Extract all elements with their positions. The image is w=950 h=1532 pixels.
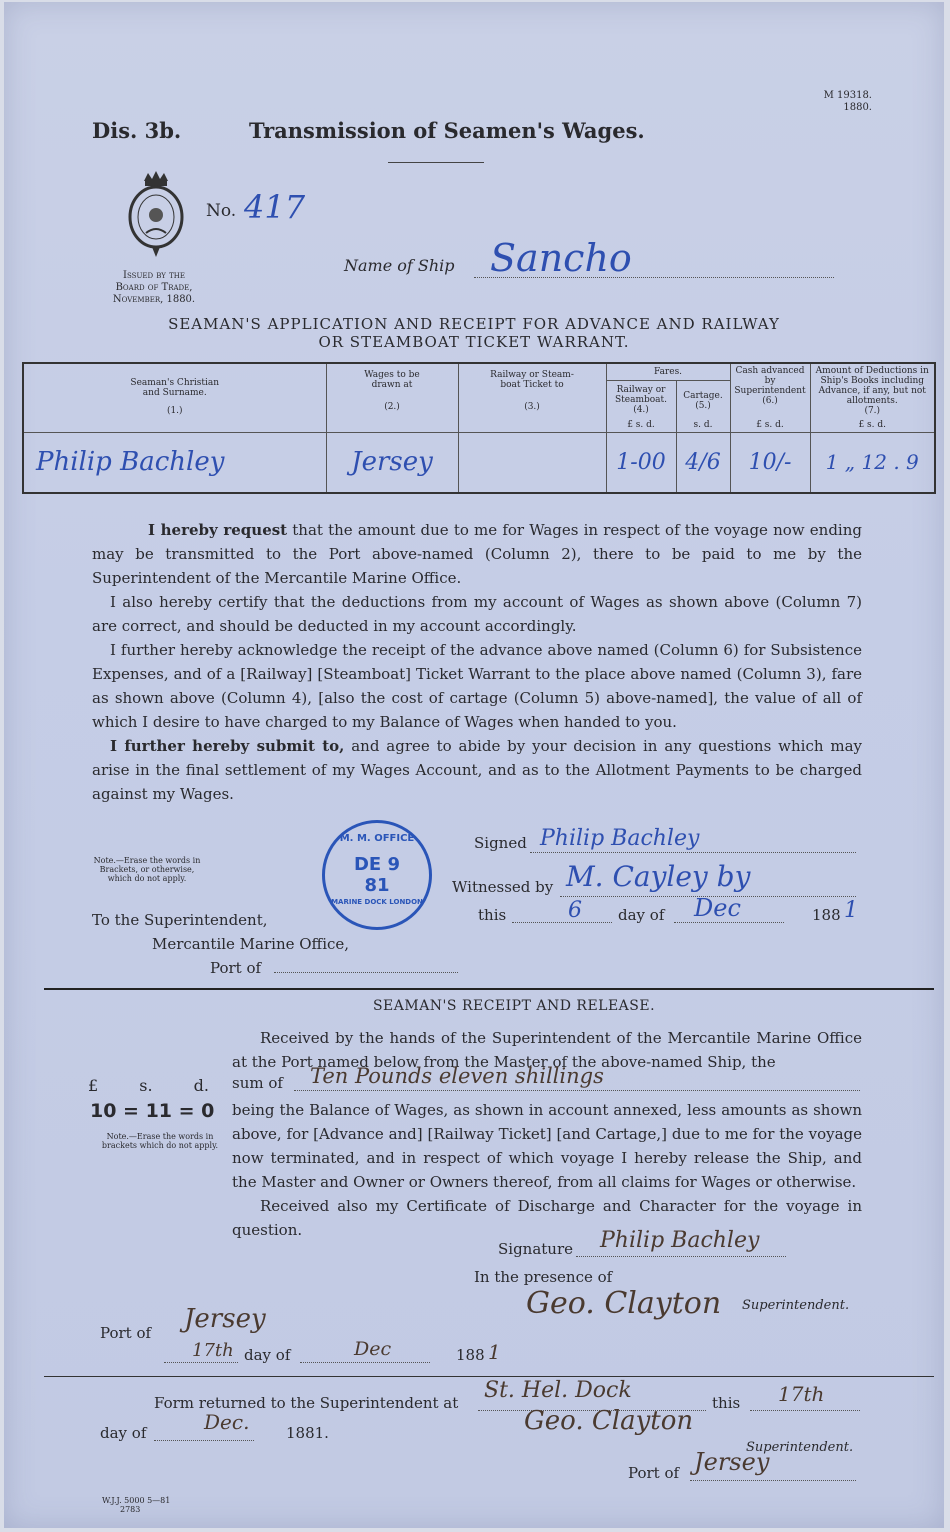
lsd-pounds: £ bbox=[88, 1076, 99, 1095]
issued-line-3: November, 1880. bbox=[112, 294, 196, 305]
form-reference-number: M 19318. bbox=[823, 90, 872, 101]
receipt-month: Dec bbox=[354, 1338, 392, 1360]
application-text bbox=[92, 518, 862, 806]
sum-value: Ten Pounds eleven shillings bbox=[310, 1064, 604, 1088]
col4-num: (4.) bbox=[633, 404, 649, 415]
col7-units: £ s. d. bbox=[810, 418, 934, 432]
this-day-value: 6 bbox=[568, 898, 582, 923]
year-prefix: 188 bbox=[812, 906, 841, 924]
issued-line-2: Board of Trade, bbox=[115, 282, 193, 293]
col2-header bbox=[326, 364, 458, 418]
returned-port-label: Port of bbox=[628, 1464, 680, 1482]
month-line bbox=[674, 922, 784, 923]
lsd-header bbox=[88, 1076, 218, 1095]
paragraph-2: I also hereby certify that the deductions from my account of Wages as shown above (Column 7) are correct, and should be deducted in my account accordingly. bbox=[92, 593, 862, 635]
returned-day-line bbox=[750, 1410, 860, 1411]
lsd-pence: d. bbox=[193, 1076, 209, 1095]
paragraph-4-body: and agree to abide by your decision in any questions which may arise in the final settlement of my Wages Account, and as to the Allotment Payments to be charged against my Wages. bbox=[92, 737, 862, 803]
deductions: 1 „ 12 . 9 bbox=[810, 432, 934, 492]
receipt-month-line bbox=[300, 1362, 430, 1363]
col1-header bbox=[24, 364, 326, 418]
stamp-side: MARINE DOCK LONDON bbox=[331, 898, 423, 906]
section-heading bbox=[64, 315, 884, 351]
returned-month-line bbox=[154, 1440, 254, 1441]
col3-header bbox=[458, 364, 606, 418]
presence-signature: Geo. Clayton bbox=[526, 1286, 722, 1321]
wages-table bbox=[22, 362, 936, 494]
returned-year: 1881. bbox=[286, 1424, 329, 1442]
receipt-p1-cont: being the Balance of Wages, as shown in account annexed, less amounts as shown above, for [Advance and] [Railway Ticket] [and Cartage,] due to me for the voyage now terminated, and in respect of which voyage I hereby release the Ship, and the Master and Owner or Owners thereof, from all claims for Wages or otherwise. bbox=[232, 1101, 862, 1191]
col4-header bbox=[606, 380, 676, 418]
form-reference-year: 1880. bbox=[843, 102, 872, 113]
cash-advanced: 10/- bbox=[730, 432, 810, 492]
returned-place: St. Hel. Dock bbox=[484, 1378, 632, 1403]
col6-label: Cash advanced by Superintendent bbox=[734, 366, 806, 396]
col7-num: (7.) bbox=[864, 406, 881, 416]
col6-num: (6.) bbox=[762, 396, 778, 406]
address-port-line bbox=[274, 972, 458, 973]
col7-header bbox=[810, 364, 934, 418]
cartage: 4/6 bbox=[676, 432, 730, 492]
stamp-top: M. M. OFFICE bbox=[339, 833, 415, 844]
receipt-erase-note: Note.—Erase the words in brackets which do not apply. bbox=[101, 1132, 219, 1150]
col5-units: s. d. bbox=[676, 418, 730, 432]
col1-num: (1.) bbox=[166, 406, 183, 416]
ship-label: Name of Ship bbox=[344, 256, 455, 275]
issued-by bbox=[84, 270, 224, 306]
erase-note: Note.—Erase the words in Brackets, or otherwise, which do not apply. bbox=[93, 856, 201, 883]
section-divider-2 bbox=[44, 1376, 934, 1377]
col2-label: Wages to be drawn at bbox=[364, 370, 420, 390]
paragraph-3: I further hereby acknowledge the receipt of the advance above named (Column 6) for Subsistence Expenses, and of a [Railway] [Steamboat] Ticket Warrant to the place above named (Column 3), fare as shown above (Column 4), [also the cost of cartage (Column 5) above-named], the value of all of which I desire to have charged to my Balance of Wages when handed to you. bbox=[92, 641, 862, 731]
presence-label: In the presence of bbox=[474, 1268, 613, 1286]
railway-fare: 1-00 bbox=[606, 432, 676, 492]
paragraph-1 bbox=[92, 518, 862, 590]
this-label: this bbox=[478, 906, 507, 924]
ticket-to bbox=[458, 432, 606, 492]
receipt-p1: Received by the hands of the Superintendent of the Mercantile Marine Office at the Port named below from the Master of the above-named Ship, the bbox=[232, 1029, 862, 1071]
returned-this: this bbox=[712, 1394, 741, 1412]
signed-value: Philip Bachley bbox=[540, 826, 700, 851]
col6-header bbox=[730, 364, 810, 418]
superintendent-address bbox=[92, 908, 349, 980]
col1-label: Seaman's Christian and Surname. bbox=[130, 378, 220, 398]
receipt-date-day: 17th bbox=[192, 1340, 234, 1361]
printer-mark bbox=[102, 1496, 170, 1514]
returned-port-value: Jersey bbox=[694, 1448, 770, 1476]
heading-line-1: SEAMAN'S APPLICATION AND RECEIPT FOR ADVANCE AND RAILWAY bbox=[168, 315, 780, 333]
form-reference bbox=[810, 90, 872, 114]
signature-label: Signature bbox=[498, 1240, 574, 1258]
witnessed-value: M. Cayley by bbox=[566, 860, 751, 893]
title-rule bbox=[388, 162, 484, 163]
this-month-value: Dec bbox=[694, 894, 741, 922]
receipt-day-of: day of bbox=[244, 1346, 291, 1364]
returned-day: 17th bbox=[778, 1382, 825, 1406]
returned-text: Form returned to the Superintendent at bbox=[154, 1394, 459, 1412]
lsd-shillings: s. bbox=[139, 1076, 153, 1095]
paragraph-1-lead: I hereby request bbox=[148, 521, 288, 539]
heading-line-2: OR STEAMBOAT TICKET WARRANT. bbox=[318, 333, 630, 351]
signed-line bbox=[530, 852, 856, 853]
presence-superintendent: Superintendent. bbox=[742, 1298, 850, 1313]
section-divider bbox=[44, 988, 934, 990]
seaman-name: Philip Bachley bbox=[36, 447, 225, 478]
sum-label: sum of bbox=[232, 1074, 283, 1092]
printer-line-2: 2783 bbox=[120, 1505, 141, 1514]
returned-signature: Geo. Clayton bbox=[524, 1406, 694, 1436]
witnessed-label: Witnessed by bbox=[452, 878, 554, 896]
address-to: To the Superintendent, bbox=[92, 911, 268, 929]
col5-label: Cartage. bbox=[683, 390, 723, 401]
form-code: Dis. 3b. bbox=[92, 118, 182, 143]
receipt-paragraph-cont bbox=[232, 1098, 862, 1242]
issued-line-1: Issued by the bbox=[123, 270, 185, 281]
col5-num: (5.) bbox=[695, 400, 711, 411]
returned-port-line bbox=[690, 1480, 856, 1481]
day-of-label: day of bbox=[618, 906, 665, 924]
royal-crest-icon bbox=[116, 167, 196, 259]
day-line bbox=[512, 922, 612, 923]
col6-units: £ s. d. bbox=[730, 418, 810, 432]
col4-label: Railway or Steamboat. bbox=[614, 384, 668, 405]
fares-header: Fares. bbox=[606, 364, 730, 380]
col3-label: Railway or Steam-boat Ticket to bbox=[490, 370, 574, 390]
wages-drawn-at: Jersey bbox=[326, 432, 458, 492]
receipt-heading: SEAMAN'S RECEIPT AND RELEASE. bbox=[372, 998, 656, 1014]
sum-line bbox=[294, 1090, 860, 1091]
col4-units: £ s. d. bbox=[606, 418, 676, 432]
col3-num: (3.) bbox=[524, 402, 540, 412]
receipt-year-prefix: 188 bbox=[456, 1346, 485, 1364]
returned-month: Dec. bbox=[204, 1410, 250, 1434]
receipt-p2: Received also my Certificate of Discharge and Character for the voyage in question. bbox=[232, 1197, 862, 1239]
paragraph-4 bbox=[92, 734, 862, 806]
col5-header bbox=[676, 380, 730, 418]
signature-value: Philip Bachley bbox=[600, 1228, 760, 1253]
receipt-day-line bbox=[164, 1362, 238, 1363]
year-suffix: 1 bbox=[844, 898, 858, 923]
number-label: No. bbox=[206, 201, 237, 221]
signature-line bbox=[576, 1256, 786, 1257]
lsd-value: 10 = 11 = 0 bbox=[90, 1100, 215, 1122]
returned-superintendent: Superintendent. bbox=[746, 1440, 854, 1455]
paragraph-4-lead: I further hereby submit to, bbox=[110, 737, 345, 755]
col2-num: (2.) bbox=[384, 402, 400, 412]
table-row bbox=[24, 432, 934, 492]
page-title: Transmission of Seamen's Wages. bbox=[249, 118, 645, 143]
returned-day-of: day of bbox=[100, 1424, 147, 1442]
ship-value: Sancho bbox=[490, 236, 632, 280]
stamp-year: 81 bbox=[364, 875, 390, 896]
address-office: Mercantile Marine Office, bbox=[152, 935, 350, 953]
paragraph-1-body: that the amount due to me for Wages in respect of the voyage now ending may be transmitted to the Port above-named (Column 2), there to be paid to me by the Superintendent of the Mercantile Marine Office. bbox=[92, 521, 862, 587]
receipt-year-suffix: 1 bbox=[488, 1340, 501, 1364]
number-value: 417 bbox=[244, 188, 306, 226]
signed-label: Signed bbox=[474, 834, 527, 852]
printer-line-1: W.J.J. 5000 5—81 bbox=[102, 1496, 171, 1505]
col7-label: Amount of Deductions in Ship's Books including Advance, if any, but not allotments. bbox=[815, 366, 929, 406]
receipt-port-value: Jersey bbox=[184, 1304, 266, 1334]
address-port: Port of bbox=[210, 959, 262, 977]
receipt-port-label: Port of bbox=[100, 1324, 152, 1342]
stamp-date: DE 9 bbox=[353, 854, 401, 875]
document-page bbox=[4, 2, 944, 1528]
